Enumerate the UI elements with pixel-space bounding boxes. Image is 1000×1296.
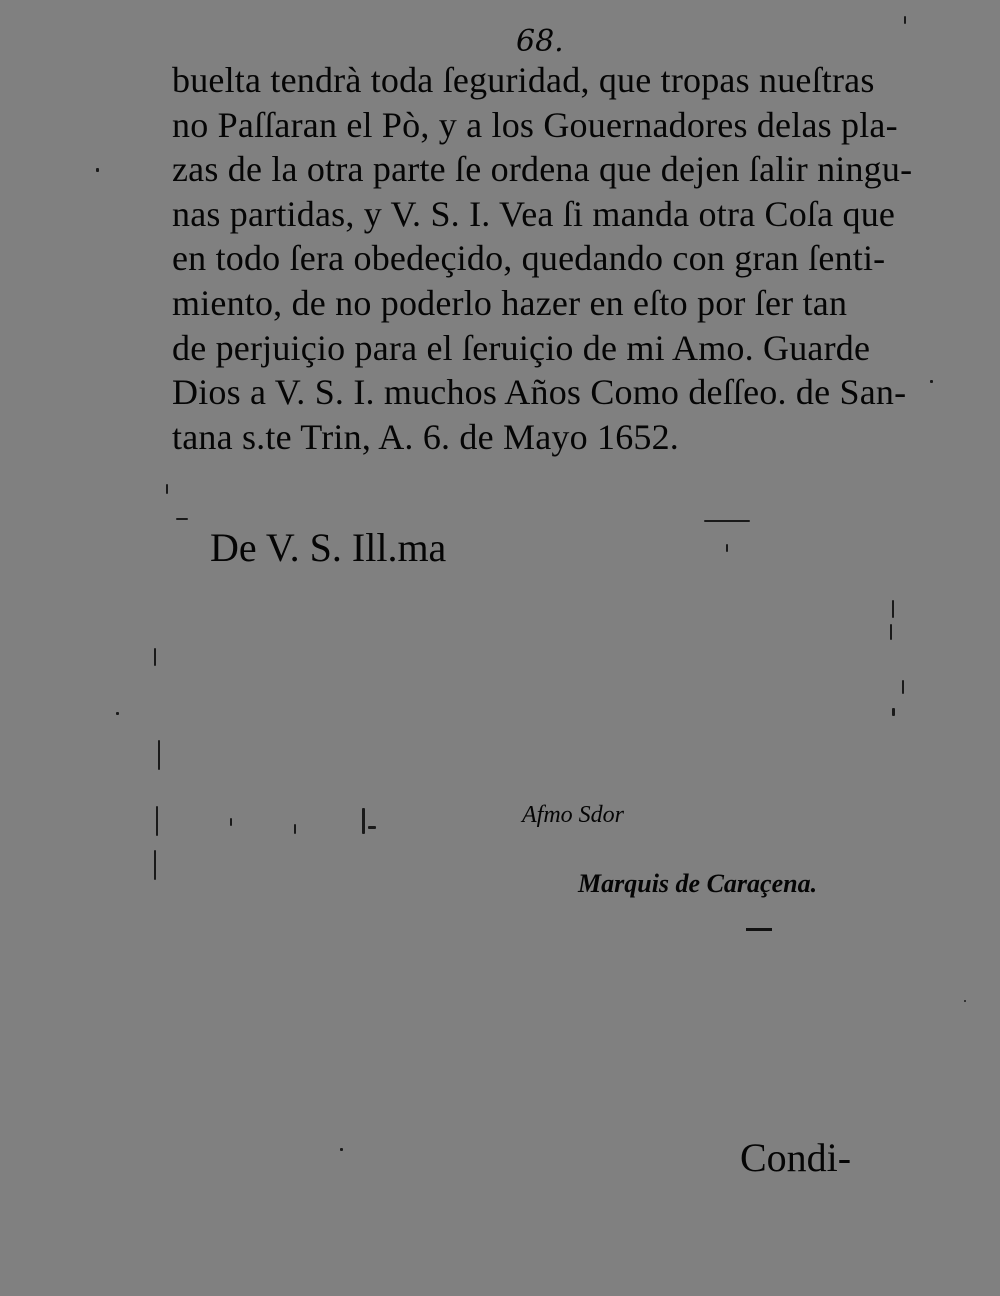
ornament-dash [746, 928, 772, 931]
scan-speck [116, 712, 119, 715]
scan-speck [158, 740, 160, 770]
scan-speck [176, 518, 188, 520]
closing-formula: Afmo Sdor [522, 802, 624, 828]
scan-speck [890, 624, 892, 640]
scan-speck [154, 648, 156, 666]
scan-speck [154, 850, 156, 880]
scan-speck [704, 520, 750, 522]
scan-speck [156, 806, 158, 836]
body-line: de perjuiçio para el ſeruiçio de mi Amo. Guarde [172, 327, 871, 368]
body-line: zas de la otra parte ſe ordena que dejen ſalir ningu- [172, 149, 913, 190]
page-number: 68. [516, 24, 564, 59]
scan-speck [892, 600, 894, 618]
scan-speck [362, 808, 365, 834]
scan-speck [294, 824, 296, 834]
scan-speck [340, 1148, 343, 1151]
body-line: no Paſſaran el Pò, y a los Gouernadores delas pla- [172, 104, 898, 145]
scan-speck [726, 544, 728, 552]
scan-speck [964, 1000, 966, 1002]
body-line: en todo ſera obedeçido, quedando con gran ſenti- [172, 238, 886, 279]
signature: Marquis de Caraçena. [578, 869, 818, 898]
body-line: tana s.te Trin, A. 6. de Mayo 1652. [172, 416, 679, 457]
salutation: De V. S. Ill.ma [210, 525, 447, 570]
catchword: Condi- [740, 1135, 852, 1180]
scan-speck [230, 818, 232, 826]
body-line: nas partidas, y V. S. I. Vea ſi manda otra Coſa que [172, 193, 896, 234]
scan-speck [904, 16, 906, 24]
letter-body [172, 58, 912, 459]
scan-speck [368, 826, 376, 829]
body-line: miento, de no poderlo hazer en eſto por ſer tan [172, 282, 848, 323]
scan-speck [892, 708, 895, 716]
body-line: buelta tendrà toda ſeguridad, que tropas nueſtras [172, 60, 875, 100]
scan-speck [902, 680, 904, 694]
scan-speck [96, 168, 99, 172]
body-line: Dios a V. S. I. muchos Años Como deſſeo. de San- [172, 372, 907, 413]
scan-speck [930, 380, 933, 383]
scan-speck [166, 484, 168, 494]
